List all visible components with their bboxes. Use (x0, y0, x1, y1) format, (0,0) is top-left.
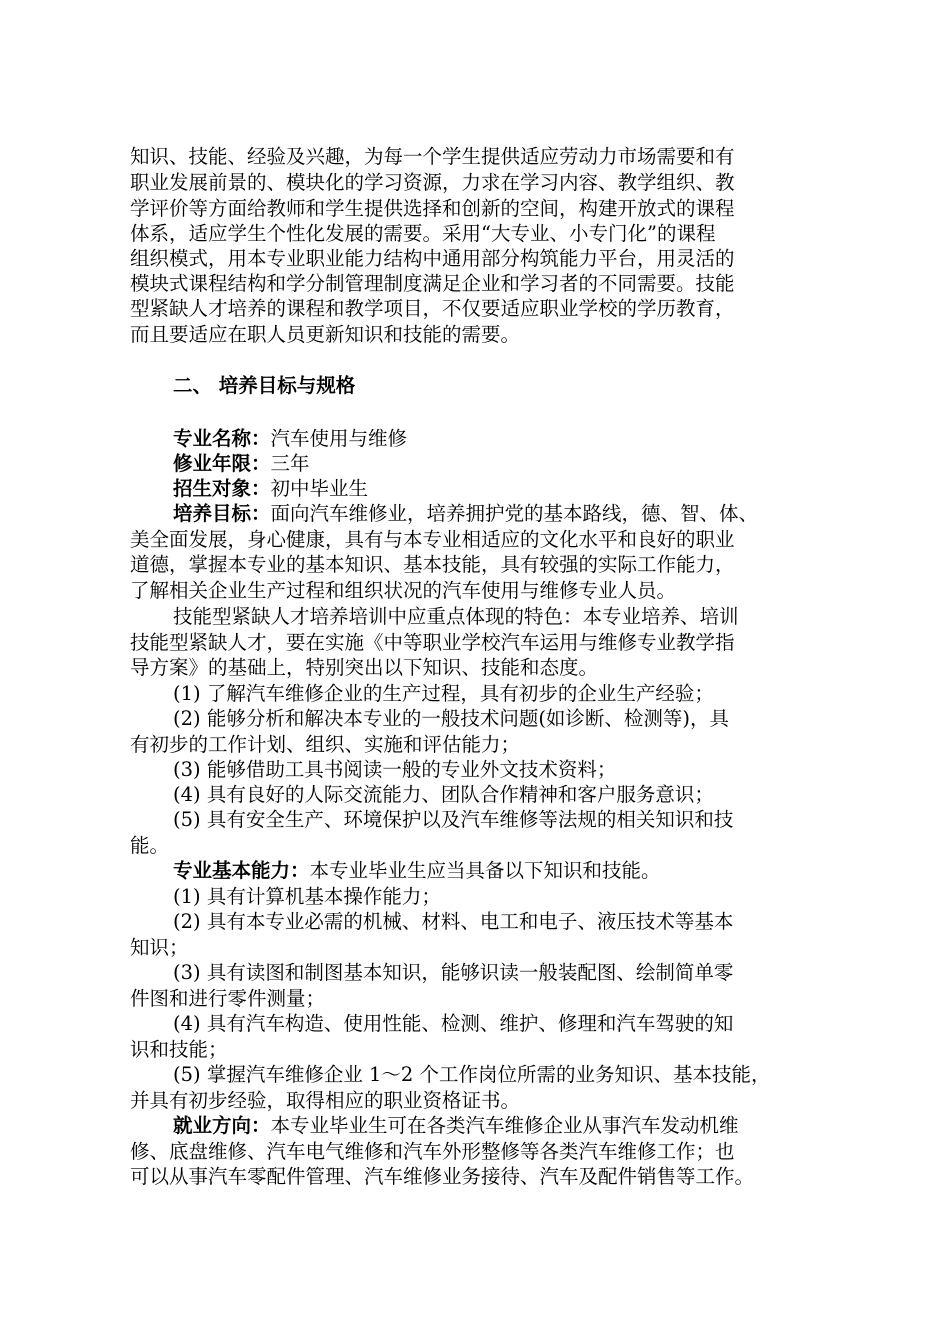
goal-row (173, 501, 758, 527)
feature-item-cont: 能。 (130, 834, 170, 857)
specialty-name-label: 专业名称： (173, 427, 271, 450)
feature-item: (2) 能够分析和解决本专业的一般技术问题(如诊断、检测等)，具 (173, 707, 730, 730)
features-line: 技能型紧缺人才培养培训中应重点体现的特色：本专业培养、培训 (173, 605, 739, 628)
basic-ability-text: 本专业毕业生应当具备以下知识和技能。 (309, 859, 661, 882)
ability-item-cont: 识和技能； (130, 1038, 228, 1061)
intro-line: 知识、技能、经验及兴趣，为每一个学生提供适应劳动力市场需要和有 (130, 145, 735, 168)
feature-item: (1) 了解汽车维修企业的生产过程，具有初步的企业生产经验； (173, 682, 714, 705)
enrollment-value: 初中毕业生 (270, 477, 369, 500)
specialty-name-row (173, 426, 407, 452)
goal-label: 培养目标： (173, 502, 271, 525)
ability-item-cont: 并具有初步经验，取得相应的职业资格证书。 (130, 1089, 521, 1112)
intro-line: 职业发展前景的、模块化的学习资源，力求在学习内容、教学组织、教 (130, 171, 735, 194)
goal-text: 面向汽车维修业，培养拥护党的基本路线，德、智、体、 (270, 502, 759, 525)
intro-line: 体系，适应学生个性化发展的需要。采用“大专业、小专门化”的课程 (130, 222, 716, 245)
employment-label: 就业方向： (173, 1114, 271, 1137)
intro-line: 而且要适应在职人员更新知识和技能的需要。 (130, 323, 521, 346)
ability-item: (1) 具有计算机基本操作能力； (173, 885, 441, 908)
goal-line: 道德，掌握本专业的基本知识、基本技能，具有较强的实际工作能力， (130, 553, 735, 576)
feature-item: (3) 能够借助工具书阅读一般的专业外文技术资料； (173, 758, 617, 781)
ability-item: (4) 具有汽车构造、使用性能、检测、维护、修理和汽车驾驶的知 (173, 1012, 734, 1035)
basic-ability-label: 专业基本能力： (173, 859, 310, 882)
basic-ability-row (173, 858, 661, 884)
enrollment-label: 招生对象： (173, 477, 271, 500)
enrollment-row (173, 476, 368, 502)
duration-value: 三年 (270, 452, 310, 475)
employment-row (173, 1113, 739, 1139)
goal-line: 了解相关企业生产过程和组织状况的汽车使用与维修专业人员。 (130, 579, 677, 602)
features-line: 导方案》的基础上，特别突出以下知识、技能和态度。 (130, 656, 599, 679)
features-line: 技能型紧缺人才，要在实施《中等职业学校汽车运用与维修专业教学指 (130, 631, 735, 654)
ability-item: (3) 具有读图和制图基本知识，能够识读一般装配图、绘制简单零 (173, 961, 734, 984)
feature-item: (5) 具有安全生产、环境保护以及汽车维修等法规的相关知识和技 (173, 808, 734, 831)
ability-item: (2) 具有本专业必需的机械、材料、电工和电子、液压技术等基本 (173, 910, 734, 933)
feature-item-cont: 有初步的工作计划、组织、实施和评估能力； (130, 733, 521, 756)
ability-item-cont: 知识； (130, 936, 189, 959)
employment-line: 修、底盘维修、汽车电气维修和汽车外形整修等各类汽车维修工作；也 (130, 1140, 735, 1163)
employment-text: 本专业毕业生可在各类汽车维修企业从事汽车发动机维 (270, 1114, 739, 1137)
intro-line: 型紧缺人才培养的课程和教学项目，不仅要适应职业学校的学历教育， (130, 297, 735, 320)
section-heading: 二、 培养目标与规格 (173, 374, 356, 397)
ability-item: (5) 掌握汽车维修企业 1～2 个工作岗位所需的业务知识、基本技能， (173, 1063, 771, 1086)
intro-line: 组织模式，用本专业职业能力结构中通用部分构筑能力平台，用灵活的 (130, 247, 735, 270)
feature-item: (4) 具有良好的人际交流能力、团队合作精神和客户服务意识； (173, 783, 714, 806)
specialty-name-value: 汽车使用与维修 (270, 427, 408, 450)
intro-line: 学评价等方面给教师和学生提供选择和创新的空间，构建开放式的课程 (130, 197, 735, 220)
intro-line: 模块式课程结构和学分制管理制度满足企业和学习者的不同需要。技能 (130, 272, 735, 295)
duration-row (173, 451, 310, 477)
employment-line: 可以从事汽车零配件管理、汽车维修业务接待、汽车及配件销售等工作。 (130, 1165, 755, 1188)
duration-label: 修业年限： (173, 452, 271, 475)
goal-line: 美全面发展，身心健康，具有与本专业相适应的文化水平和良好的职业 (130, 528, 735, 551)
ability-item-cont: 件图和进行零件测量； (130, 987, 326, 1010)
